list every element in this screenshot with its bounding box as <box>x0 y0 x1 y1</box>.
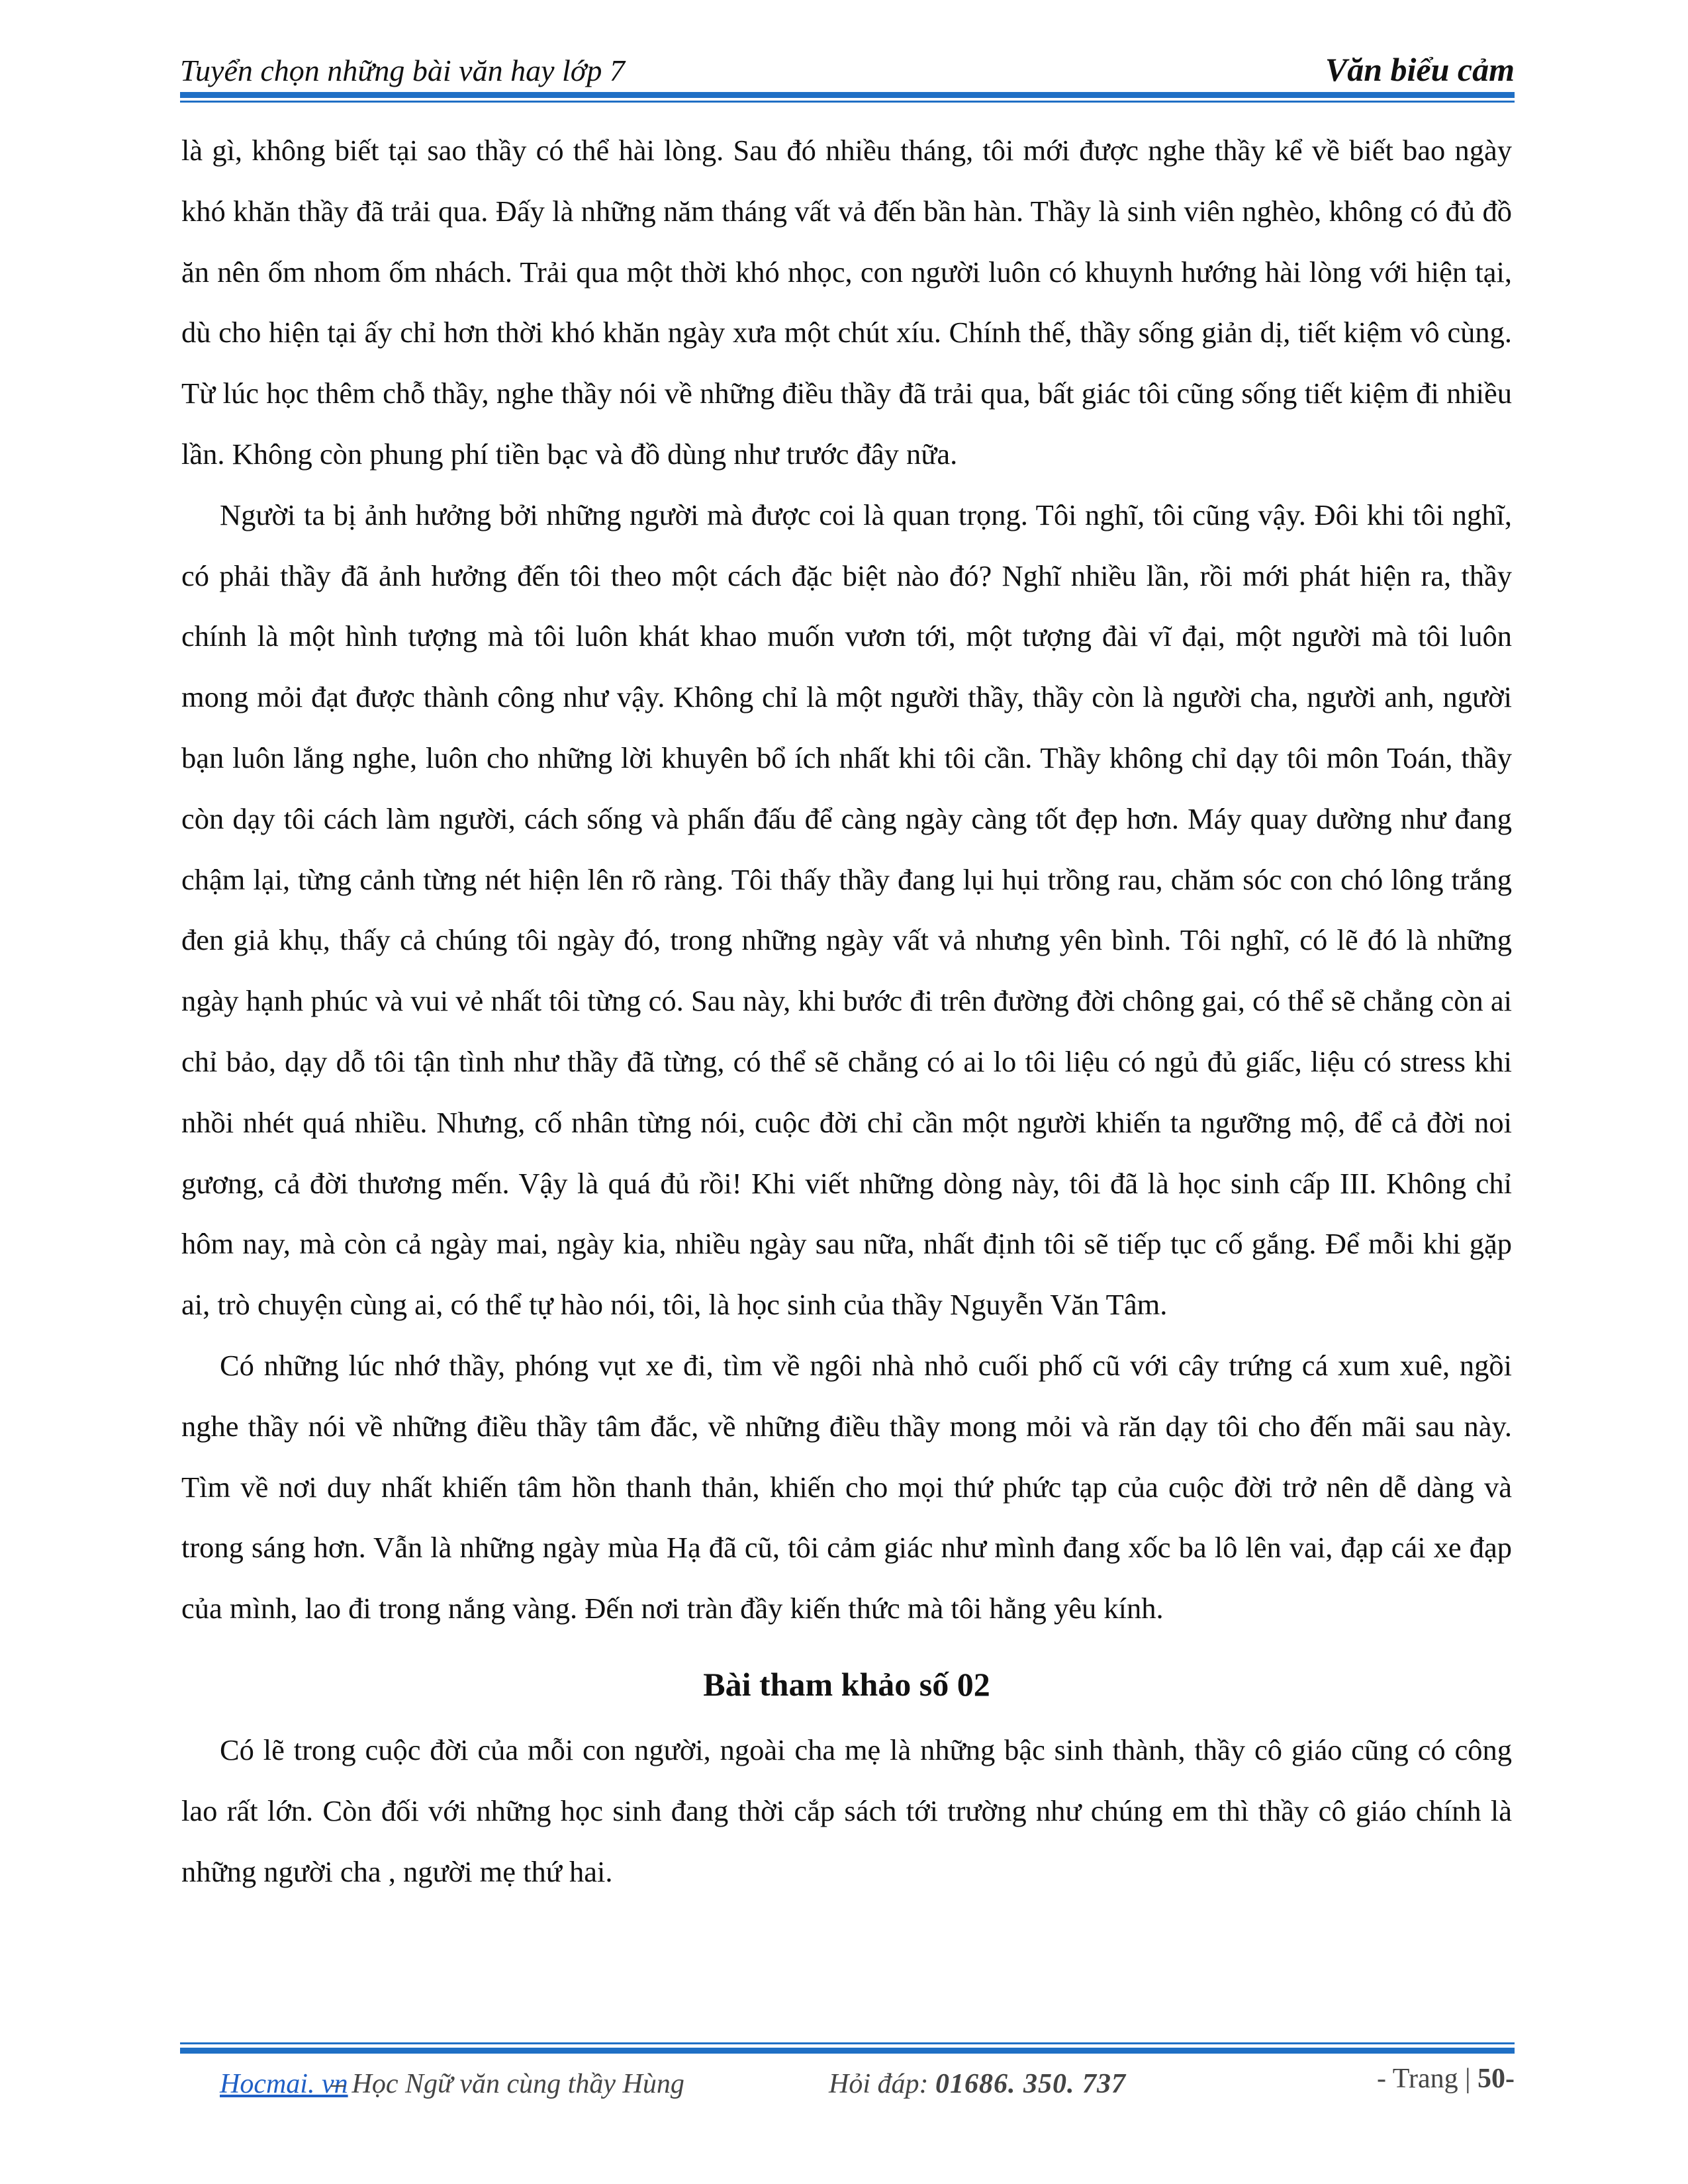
paragraph-4: Có lẽ trong cuộc đời của mỗi con người, ngoài cha mẹ là những bậc sinh thành, thầy cô giáo cũng có công lao rất lớn. Còn đối với những học sinh đang thời cắp sách tới trường như chúng em thì thầy cô giáo chính là những người cha , người mẹ thứ hai. <box>181 1733 1512 1888</box>
footer-page-value: 50- <box>1477 2064 1515 2094</box>
section-heading: Bài tham khảo số 02 <box>703 1665 990 1703</box>
document-body <box>181 120 1512 1902</box>
header-section-title: Văn biểu cảm <box>1325 51 1515 88</box>
paragraph-2: Người ta bị ảnh hưởng bởi những người mà được coi là quan trọng. Tôi nghĩ, tôi cũng vậy. Đôi khi tôi nghĩ, có phải thầy đã ảnh hưởng đến tôi theo một cách đặc biệt nào đó? Nghĩ nhiều lần, rồi mới phát hiện ra, thầy chính là một hình tượng mà tôi luôn khát khao muốn vươn tới, một tượng đài vĩ đại, một người mà tôi luôn mong mỏi đạt được thành công như vậy. Không chỉ là một người thầy, thầy còn là người cha, người anh, người bạn luôn lắng nghe, luôn cho những lời khuyên bổ ích nhất khi tôi cần. Thầy không chỉ dạy tôi môn Toán, thầy còn dạy tôi cách làm người, cách sống và phấn đấu để càng ngày càng tốt đẹp hơn. Máy quay dường như đang chậm lại, từng cảnh từng nét hiện lên rõ ràng. Tôi thấy thầy đang lụi hụi trồng rau, chăm sóc con chó lông trắng đen giả khụ, thấy cả chúng tôi ngày đó, trong những ngày vất vả nhưng yên bình. Tôi nghĩ, có lẽ đó là những ngày hạnh phúc và vui vẻ nhất tôi từng có. Sau này, khi bước đi trên đường đời chông gai, có thể sẽ chẳng còn ai chỉ bảo, dạy dỗ tôi tận tình như thầy đã từng, có thể sẽ chẳng có ai lo tôi liệu có ngủ đủ giấc, liệu có stress khi nhồi nhét quá nhiều. Nhưng, cố nhân từng nói, cuộc đời chỉ cần một người khiến ta ngưỡng mộ, để cả đời noi gương, cả đời thương mến. Vậy là quá đủ rồi! Khi viết những dòng này, tôi đã là học sinh cấp III. Không chỉ hôm nay, mà còn cả ngày mai, ngày kia, nhiều ngày sau nữa, nhất định tôi sẽ tiếp tục cố gắng. Để mỗi khi gặp ai, trò chuyện cùng ai, có thể tự hào nói, tôi, là học sinh của thầy Nguyễn Văn Tâm. <box>181 498 1512 1322</box>
header-series-title: Tuyển chọn những bài văn hay lớp 7 <box>180 54 625 87</box>
header-rule-thin <box>180 101 1515 103</box>
footer-hotline-number: 01686. 350. 737 <box>935 2069 1126 2099</box>
footer-rule-thin <box>180 2042 1515 2044</box>
footer-site-link[interactable]: Hocmai. vn <box>220 2069 348 2099</box>
footer-rule-thick <box>180 2048 1515 2054</box>
paragraph-3: Có những lúc nhớ thầy, phóng vụt xe đi, tìm về ngôi nhà nhỏ cuối phố cũ với cây trứng cá xum xuê, ngồi nghe thầy nói về những điều thầy tâm đắc, về những điều thầy mong mỏi và răn dạy tôi cho đến mãi sau này. Tìm về nơi duy nhất khiến tâm hồn thanh thản, khiến cho mọi thứ phức tạp của cuộc đời trở nên dễ dàng và trong sáng hơn. Vẫn là những ngày mùa Hạ đã cũ, tôi cảm giác như mình đang xốc ba lô lên vai, đạp cái xe đạp của mình, lao đi trong nắng vàng. Đến nơi tràn đầy kiến thức mà tôi hằng yêu kính. <box>181 1348 1512 1625</box>
page-header <box>180 48 1515 95</box>
page-footer <box>180 2064 1515 2115</box>
paragraph-1: là gì, không biết tại sao thầy có thể hài lòng. Sau đó nhiều tháng, tôi mới được nghe thầy kể về biết bao ngày khó khăn thầy đã trải qua. Đấy là những năm tháng vất vả đến bần hàn. Thầy là sinh viên nghèo, không có đủ đồ ăn nên ốm nhom ốm nhách. Trải qua một thời khó nhọc, con người luôn có khuynh hướng hài lòng với hiện tại, dù cho hiện tại ấy chỉ hơn thời khó khăn ngày xưa một chút xíu. Chính thế, thầy sống giản dị, tiết kiệm vô cùng. Từ lúc học thêm chỗ thầy, nghe thầy nói về những điều thầy đã trải qua, bất giác tôi cũng sống tiết kiệm đi nhiều lần. Không còn phung phí tiền bạc và đồ dùng như trước đây nữa. <box>181 134 1512 471</box>
footer-hotline <box>829 2068 1126 2100</box>
footer-page-number <box>1377 2063 1515 2095</box>
footer-subtitle: – Học Ngữ văn cùng thầy Hùng <box>331 2069 684 2099</box>
footer-page-prefix: - Trang | <box>1377 2064 1477 2094</box>
footer-hotline-label: Hỏi đáp: <box>829 2069 935 2099</box>
header-rule-thick <box>180 92 1515 98</box>
